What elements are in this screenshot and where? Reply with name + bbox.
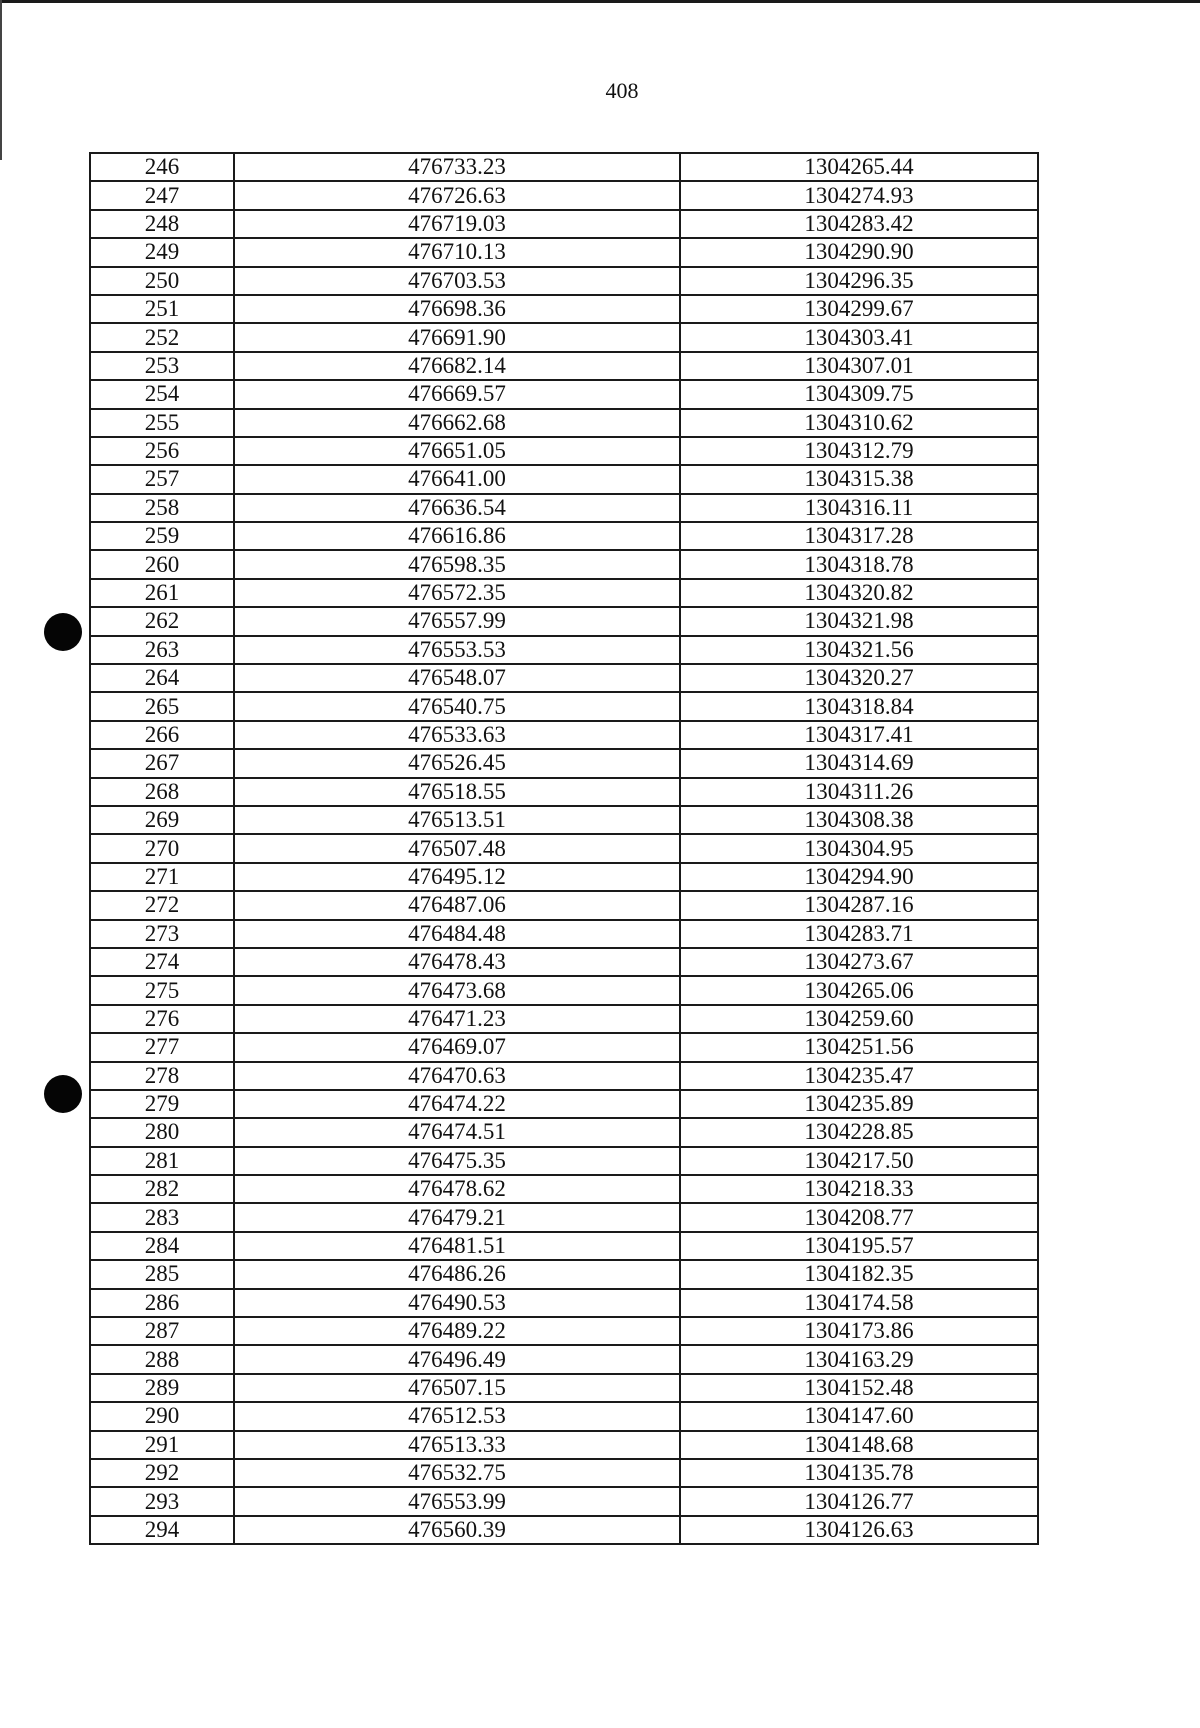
page-top-edge (0, 0, 1200, 3)
x-coordinate-cell: 476513.51 (234, 806, 680, 834)
y-coordinate-cell: 1304315.38 (680, 465, 1038, 493)
x-coordinate-cell: 476682.14 (234, 352, 680, 380)
y-coordinate-cell: 1304135.78 (680, 1459, 1038, 1487)
y-coordinate-cell: 1304321.98 (680, 607, 1038, 635)
table-row (90, 210, 1038, 238)
y-coordinate-cell: 1304259.60 (680, 1005, 1038, 1033)
y-coordinate-cell: 1304317.28 (680, 522, 1038, 550)
point-number-cell: 284 (90, 1232, 234, 1260)
table-row (90, 1260, 1038, 1288)
x-coordinate-cell: 476486.26 (234, 1260, 680, 1288)
x-coordinate-cell: 476518.55 (234, 778, 680, 806)
y-coordinate-cell: 1304303.41 (680, 323, 1038, 351)
x-coordinate-cell: 476557.99 (234, 607, 680, 635)
point-number-cell: 291 (90, 1431, 234, 1459)
y-coordinate-cell: 1304126.77 (680, 1487, 1038, 1515)
x-coordinate-cell: 476470.63 (234, 1062, 680, 1090)
x-coordinate-cell: 476691.90 (234, 323, 680, 351)
x-coordinate-cell: 476473.68 (234, 976, 680, 1004)
point-number-cell: 250 (90, 267, 234, 295)
point-number-cell: 281 (90, 1147, 234, 1175)
y-coordinate-cell: 1304273.67 (680, 948, 1038, 976)
x-coordinate-cell: 476474.51 (234, 1118, 680, 1146)
x-coordinate-cell: 476484.48 (234, 920, 680, 948)
table-row (90, 976, 1038, 1004)
table-row (90, 891, 1038, 919)
table-row (90, 1289, 1038, 1317)
punch-hole-lower (44, 1075, 82, 1113)
table-row (90, 1374, 1038, 1402)
table-row (90, 238, 1038, 266)
x-coordinate-cell: 476469.07 (234, 1033, 680, 1061)
point-number-cell: 288 (90, 1345, 234, 1373)
point-number-cell: 266 (90, 721, 234, 749)
table-row (90, 437, 1038, 465)
x-coordinate-cell: 476474.22 (234, 1090, 680, 1118)
x-coordinate-cell: 476479.21 (234, 1203, 680, 1231)
table-row (90, 1317, 1038, 1345)
y-coordinate-cell: 1304208.77 (680, 1203, 1038, 1231)
x-coordinate-cell: 476651.05 (234, 437, 680, 465)
point-number-cell: 294 (90, 1516, 234, 1544)
point-number-cell: 273 (90, 920, 234, 948)
point-number-cell: 249 (90, 238, 234, 266)
y-coordinate-cell: 1304147.60 (680, 1402, 1038, 1430)
point-number-cell: 274 (90, 948, 234, 976)
table-row (90, 1402, 1038, 1430)
table-row (90, 1459, 1038, 1487)
table-row (90, 380, 1038, 408)
point-number-cell: 259 (90, 522, 234, 550)
y-coordinate-cell: 1304265.06 (680, 976, 1038, 1004)
point-number-cell: 253 (90, 352, 234, 380)
table-row (90, 806, 1038, 834)
table-row (90, 692, 1038, 720)
point-number-cell: 279 (90, 1090, 234, 1118)
y-coordinate-cell: 1304317.41 (680, 721, 1038, 749)
x-coordinate-cell: 476641.00 (234, 465, 680, 493)
point-number-cell: 260 (90, 550, 234, 578)
coordinate-table-body (90, 153, 1038, 1544)
x-coordinate-cell: 476533.63 (234, 721, 680, 749)
x-coordinate-cell: 476487.06 (234, 891, 680, 919)
y-coordinate-cell: 1304163.29 (680, 1345, 1038, 1373)
y-coordinate-cell: 1304311.26 (680, 778, 1038, 806)
x-coordinate-cell: 476471.23 (234, 1005, 680, 1033)
table-row (90, 181, 1038, 209)
y-coordinate-cell: 1304304.95 (680, 834, 1038, 862)
table-row (90, 1033, 1038, 1061)
y-coordinate-cell: 1304195.57 (680, 1232, 1038, 1260)
point-number-cell: 265 (90, 692, 234, 720)
y-coordinate-cell: 1304182.35 (680, 1260, 1038, 1288)
x-coordinate-cell: 476598.35 (234, 550, 680, 578)
table-row (90, 749, 1038, 777)
table-row (90, 721, 1038, 749)
table-row (90, 1487, 1038, 1515)
x-coordinate-cell: 476512.53 (234, 1402, 680, 1430)
point-number-cell: 256 (90, 437, 234, 465)
table-row (90, 1090, 1038, 1118)
table-row (90, 920, 1038, 948)
point-number-cell: 278 (90, 1062, 234, 1090)
table-row (90, 1147, 1038, 1175)
y-coordinate-cell: 1304217.50 (680, 1147, 1038, 1175)
point-number-cell: 289 (90, 1374, 234, 1402)
x-coordinate-cell: 476526.45 (234, 749, 680, 777)
y-coordinate-cell: 1304274.93 (680, 181, 1038, 209)
table-row (90, 1232, 1038, 1260)
table-row (90, 1175, 1038, 1203)
y-coordinate-cell: 1304316.11 (680, 494, 1038, 522)
table-row (90, 465, 1038, 493)
y-coordinate-cell: 1304310.62 (680, 409, 1038, 437)
table-row (90, 352, 1038, 380)
table-row (90, 1431, 1038, 1459)
x-coordinate-cell: 476489.22 (234, 1317, 680, 1345)
x-coordinate-cell: 476703.53 (234, 267, 680, 295)
table-row (90, 550, 1038, 578)
x-coordinate-cell: 476553.99 (234, 1487, 680, 1515)
table-row (90, 834, 1038, 862)
x-coordinate-cell: 476662.68 (234, 409, 680, 437)
y-coordinate-cell: 1304126.63 (680, 1516, 1038, 1544)
x-coordinate-cell: 476481.51 (234, 1232, 680, 1260)
y-coordinate-cell: 1304314.69 (680, 749, 1038, 777)
x-coordinate-cell: 476548.07 (234, 664, 680, 692)
point-number-cell: 290 (90, 1402, 234, 1430)
point-number-cell: 264 (90, 664, 234, 692)
x-coordinate-cell: 476478.62 (234, 1175, 680, 1203)
table-row (90, 1516, 1038, 1544)
table-row (90, 863, 1038, 891)
x-coordinate-cell: 476475.35 (234, 1147, 680, 1175)
y-coordinate-cell: 1304312.79 (680, 437, 1038, 465)
y-coordinate-cell: 1304290.90 (680, 238, 1038, 266)
y-coordinate-cell: 1304287.16 (680, 891, 1038, 919)
page-number: 408 (605, 78, 639, 103)
table-row (90, 1005, 1038, 1033)
table-row (90, 409, 1038, 437)
point-number-cell: 283 (90, 1203, 234, 1231)
point-number-cell: 286 (90, 1289, 234, 1317)
point-number-cell: 282 (90, 1175, 234, 1203)
point-number-cell: 275 (90, 976, 234, 1004)
x-coordinate-cell: 476495.12 (234, 863, 680, 891)
point-number-cell: 285 (90, 1260, 234, 1288)
table-row (90, 1345, 1038, 1373)
point-number-cell: 293 (90, 1487, 234, 1515)
point-number-cell: 292 (90, 1459, 234, 1487)
y-coordinate-cell: 1304299.67 (680, 295, 1038, 323)
x-coordinate-cell: 476726.63 (234, 181, 680, 209)
y-coordinate-cell: 1304173.86 (680, 1317, 1038, 1345)
y-coordinate-cell: 1304318.78 (680, 550, 1038, 578)
y-coordinate-cell: 1304228.85 (680, 1118, 1038, 1146)
point-number-cell: 287 (90, 1317, 234, 1345)
y-coordinate-cell: 1304309.75 (680, 380, 1038, 408)
x-coordinate-cell: 476560.39 (234, 1516, 680, 1544)
table-row (90, 295, 1038, 323)
point-number-cell: 261 (90, 579, 234, 607)
x-coordinate-cell: 476636.54 (234, 494, 680, 522)
table-row (90, 323, 1038, 351)
y-coordinate-cell: 1304307.01 (680, 352, 1038, 380)
y-coordinate-cell: 1304283.71 (680, 920, 1038, 948)
x-coordinate-cell: 476532.75 (234, 1459, 680, 1487)
point-number-cell: 263 (90, 636, 234, 664)
point-number-cell: 248 (90, 210, 234, 238)
table-row (90, 522, 1038, 550)
x-coordinate-cell: 476710.13 (234, 238, 680, 266)
y-coordinate-cell: 1304265.44 (680, 153, 1038, 181)
table-row (90, 948, 1038, 976)
point-number-cell: 246 (90, 153, 234, 181)
x-coordinate-cell: 476496.49 (234, 1345, 680, 1373)
point-number-cell: 257 (90, 465, 234, 493)
x-coordinate-cell: 476478.43 (234, 948, 680, 976)
coordinate-table (89, 152, 1039, 1545)
x-coordinate-cell: 476513.33 (234, 1431, 680, 1459)
y-coordinate-cell: 1304235.47 (680, 1062, 1038, 1090)
y-coordinate-cell: 1304320.27 (680, 664, 1038, 692)
point-number-cell: 251 (90, 295, 234, 323)
x-coordinate-cell: 476616.86 (234, 522, 680, 550)
point-number-cell: 271 (90, 863, 234, 891)
x-coordinate-cell: 476540.75 (234, 692, 680, 720)
point-number-cell: 258 (90, 494, 234, 522)
table-row (90, 579, 1038, 607)
y-coordinate-cell: 1304318.84 (680, 692, 1038, 720)
x-coordinate-cell: 476572.35 (234, 579, 680, 607)
table-row (90, 778, 1038, 806)
table-row (90, 1203, 1038, 1231)
x-coordinate-cell: 476698.36 (234, 295, 680, 323)
x-coordinate-cell: 476507.48 (234, 834, 680, 862)
y-coordinate-cell: 1304296.35 (680, 267, 1038, 295)
point-number-cell: 280 (90, 1118, 234, 1146)
x-coordinate-cell: 476733.23 (234, 153, 680, 181)
x-coordinate-cell: 476490.53 (234, 1289, 680, 1317)
y-coordinate-cell: 1304308.38 (680, 806, 1038, 834)
point-number-cell: 255 (90, 409, 234, 437)
y-coordinate-cell: 1304294.90 (680, 863, 1038, 891)
point-number-cell: 262 (90, 607, 234, 635)
point-number-cell: 267 (90, 749, 234, 777)
punch-hole-upper (44, 613, 82, 651)
table-row (90, 153, 1038, 181)
point-number-cell: 269 (90, 806, 234, 834)
y-coordinate-cell: 1304251.56 (680, 1033, 1038, 1061)
y-coordinate-cell: 1304148.68 (680, 1431, 1038, 1459)
table-row (90, 494, 1038, 522)
point-number-cell: 277 (90, 1033, 234, 1061)
point-number-cell: 247 (90, 181, 234, 209)
table-row (90, 664, 1038, 692)
y-coordinate-cell: 1304235.89 (680, 1090, 1038, 1118)
table-row (90, 636, 1038, 664)
point-number-cell: 254 (90, 380, 234, 408)
y-coordinate-cell: 1304174.58 (680, 1289, 1038, 1317)
x-coordinate-cell: 476719.03 (234, 210, 680, 238)
point-number-cell: 252 (90, 323, 234, 351)
table-row (90, 267, 1038, 295)
table-row (90, 1062, 1038, 1090)
point-number-cell: 270 (90, 834, 234, 862)
x-coordinate-cell: 476669.57 (234, 380, 680, 408)
point-number-cell: 272 (90, 891, 234, 919)
table-row (90, 1118, 1038, 1146)
x-coordinate-cell: 476553.53 (234, 636, 680, 664)
y-coordinate-cell: 1304283.42 (680, 210, 1038, 238)
x-coordinate-cell: 476507.15 (234, 1374, 680, 1402)
table-row (90, 607, 1038, 635)
point-number-cell: 276 (90, 1005, 234, 1033)
y-coordinate-cell: 1304218.33 (680, 1175, 1038, 1203)
point-number-cell: 268 (90, 778, 234, 806)
y-coordinate-cell: 1304321.56 (680, 636, 1038, 664)
y-coordinate-cell: 1304152.48 (680, 1374, 1038, 1402)
y-coordinate-cell: 1304320.82 (680, 579, 1038, 607)
